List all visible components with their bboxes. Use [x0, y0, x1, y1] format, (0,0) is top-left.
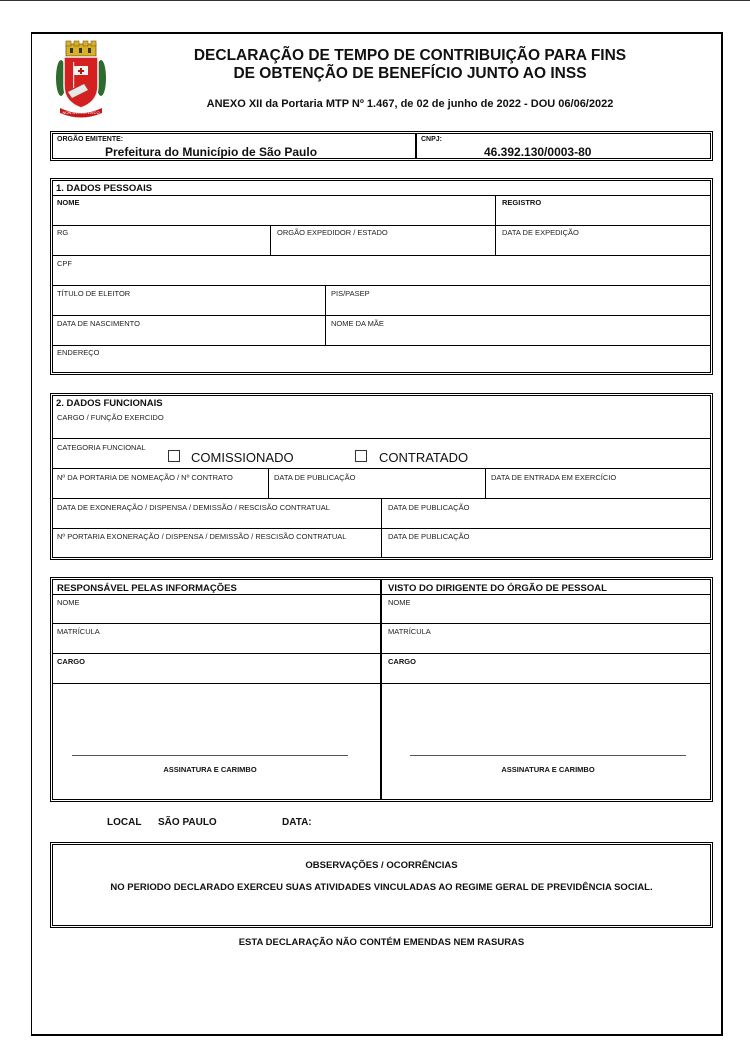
- col-divider: [485, 468, 486, 498]
- field-orgao-expedidor[interactable]: ORGÃO EXPEDIDOR / ESTADO: [277, 228, 388, 237]
- col-divider: [495, 225, 496, 255]
- right-signature-label: ASSINATURA E CARIMBO: [501, 765, 595, 774]
- data-label[interactable]: DATA:: [282, 817, 312, 828]
- observations-title: OBSERVAÇÕES / OCORRÊNCIAS: [305, 860, 458, 871]
- sao-paulo-coat-of-arms-icon: [56, 40, 106, 120]
- field-nome-mae[interactable]: NOME DA MÃE: [331, 319, 384, 328]
- field-titulo-eleitor[interactable]: TÍTULO DE ELEITOR: [57, 289, 131, 298]
- col-divider: [380, 579, 382, 800]
- field-data-publicacao-1[interactable]: DATA DE PUBLICAÇÃO: [274, 473, 356, 482]
- row-divider: [52, 438, 711, 439]
- field-data-publicacao-2[interactable]: DATA DE PUBLICAÇÃO: [388, 503, 470, 512]
- row-divider: [52, 623, 711, 624]
- field-categoria-funcional: CATEGORIA FUNCIONAL: [57, 443, 146, 452]
- left-signature-line[interactable]: [72, 755, 348, 756]
- left-signature-label: ASSINATURA E CARIMBO: [163, 765, 257, 774]
- right-field-cargo[interactable]: CARGO: [388, 657, 416, 666]
- functional-section-title: 2. DADOS FUNCIONAIS: [56, 398, 163, 409]
- row-divider: [52, 594, 711, 595]
- cnpj-label: CNPJ:: [421, 136, 443, 143]
- field-portaria-exoneracao[interactable]: Nº PORTARIA EXONERAÇÃO / DISPENSA / DEMISSÃO / RESCISÃO CONTRATUAL: [57, 532, 347, 541]
- field-cpf[interactable]: CPF: [57, 259, 72, 268]
- footer-note: ESTA DECLARAÇÃO NÃO CONTÉM EMENDAS NEM RASURAS: [238, 937, 525, 948]
- row-divider: [52, 345, 711, 346]
- responsavel-title: RESPONSÁVEL PELAS INFORMAÇÕES: [57, 583, 237, 594]
- col-divider: [268, 468, 269, 498]
- checkbox-comissionado[interactable]: [168, 450, 180, 462]
- top-divider: [0, 0, 750, 1]
- field-data-publicacao-3[interactable]: DATA DE PUBLICAÇÃO: [388, 532, 470, 541]
- field-endereco[interactable]: ENDEREÇO: [57, 348, 100, 357]
- local-label: LOCAL: [107, 817, 142, 828]
- field-cargo-funcao[interactable]: CARGO / FUNÇÃO EXERCIDO: [57, 413, 164, 422]
- field-data-expedicao[interactable]: DATA DE EXPEDIÇÃO: [502, 228, 579, 237]
- logo-motto: NON DVCOR DVCO: [62, 110, 100, 115]
- field-portaria-nomeacao[interactable]: Nº DA PORTARIA DE NOMEAÇÃO / Nº CONTRATO: [57, 473, 233, 482]
- label-comissionado: COMISSIONADO: [191, 450, 294, 465]
- row-divider: [52, 528, 711, 529]
- orgao-emitente-label: ORGÃO EMITENTE:: [57, 136, 124, 143]
- field-data-nascimento[interactable]: DATA DE NASCIMENTO: [57, 319, 140, 328]
- col-divider: [270, 225, 271, 255]
- row-divider: [52, 225, 711, 226]
- right-signature-line[interactable]: [410, 755, 686, 756]
- left-field-cargo[interactable]: CARGO: [57, 657, 85, 666]
- row-divider: [52, 653, 711, 654]
- title-line-1: DECLARAÇÃO DE TEMPO DE CONTRIBUIÇÃO PARA FINS: [193, 47, 627, 64]
- row-divider: [52, 285, 711, 286]
- observations-text: NO PERIODO DECLARADO EXERCEU SUAS ATIVIDADES VINCULADAS AO REGIME GERAL DE PREVIDÊNCIA SOCIAL.: [110, 882, 653, 893]
- page-title: [150, 47, 670, 83]
- left-field-nome[interactable]: NOME: [57, 598, 80, 607]
- field-data-exoneracao[interactable]: DATA DE EXONERAÇÃO / DISPENSA / DEMISSÃO / RESCISÃO CONTRATUAL: [57, 503, 330, 512]
- title-line-2: DE OBTENÇÃO DE BENEFÍCIO JUNTO AO INSS: [233, 65, 587, 82]
- label-contratado: CONTRATADO: [379, 450, 469, 465]
- field-pis-pasep[interactable]: PIS/PASEP: [331, 289, 370, 298]
- field-rg[interactable]: RG: [57, 228, 69, 237]
- issuer-divider: [415, 133, 417, 159]
- row-divider: [52, 195, 711, 196]
- page-subtitle: ANEXO XII da Portaria MTP Nº 1.467, de 02 de junho de 2022 - DOU 06/06/2022: [206, 98, 614, 110]
- orgao-emitente-value: Prefeitura do Município de São Paulo: [105, 145, 318, 159]
- cnpj-value: 46.392.130/0003-80: [484, 145, 592, 159]
- row-divider: [52, 683, 711, 684]
- row-divider: [52, 315, 711, 316]
- local-value: SÃO PAULO: [158, 817, 217, 828]
- field-nome[interactable]: NOME: [57, 198, 80, 207]
- left-field-matricula[interactable]: MATRÍCULA: [57, 627, 100, 636]
- field-registro[interactable]: REGISTRO: [502, 198, 542, 207]
- field-data-entrada-exercicio[interactable]: DATA DE ENTRADA EM EXERCÍCIO: [491, 473, 617, 482]
- checkbox-contratado[interactable]: [355, 450, 367, 462]
- right-field-nome[interactable]: NOME: [388, 598, 411, 607]
- row-divider: [52, 255, 711, 256]
- row-divider: [52, 468, 711, 469]
- right-field-matricula[interactable]: MATRÍCULA: [388, 627, 431, 636]
- personal-section-title: 1. DADOS PESSOAIS: [56, 183, 153, 194]
- visto-dirigente-title: VISTO DO DIRIGENTE DO ÓRGÃO DE PESSOAL: [388, 583, 607, 594]
- col-divider: [495, 195, 496, 225]
